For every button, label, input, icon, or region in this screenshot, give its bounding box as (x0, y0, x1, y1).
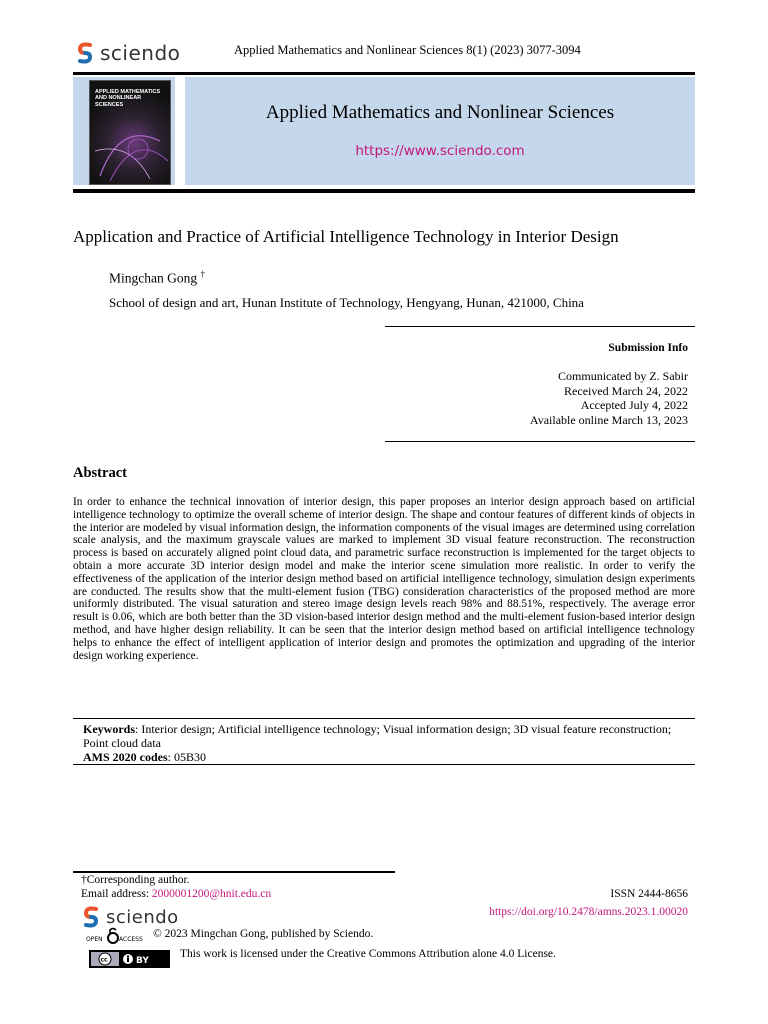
keywords-line (83, 722, 683, 750)
ams-codes-label: AMS 2020 codes (83, 750, 168, 764)
publisher-logo-text: sciendo (100, 41, 181, 65)
submission-info-heading: Submission Info (608, 342, 688, 354)
accepted-date: Accepted July 4, 2022 (580, 398, 688, 412)
copyright: © 2023 Mingchan Gong, published by Sciendo. (153, 928, 374, 940)
paper-title: Application and Practice of Artificial Intelligence Technology in Interior Design (73, 227, 619, 246)
publisher-logo-text: sciendo (106, 906, 179, 928)
cover-art-icon (90, 81, 170, 184)
email-line (81, 888, 271, 900)
journal-name: Applied Mathematics and Nonlinear Sciences (265, 102, 615, 123)
email-label: Email address: (81, 888, 152, 900)
author-name (109, 269, 205, 287)
journal-url-link[interactable]: https://www.sciendo.com (355, 143, 525, 159)
banner-spacer (175, 77, 185, 185)
submission-rule-bottom (385, 441, 695, 442)
received-date: Received March 24, 2022 (564, 383, 688, 398)
abstract-heading: Abstract (73, 465, 127, 481)
author-name-text: Mingchan Gong (109, 270, 198, 286)
cover-title: APPLIED MATHEMATICS AND NONLINEAR SCIENCES (95, 89, 161, 108)
author-mark: † (200, 269, 205, 279)
cc-by-label: BY (136, 956, 149, 966)
journal-cover-image (89, 80, 171, 185)
sciendo-logo-icon (76, 42, 94, 64)
open-access-icon (86, 927, 146, 945)
sciendo-logo-icon (82, 906, 100, 928)
author-affiliation: School of design and art, Hunan Institute of Technology, Hengyang, Hunan, 421000, China (109, 295, 584, 310)
keywords-rule-top (73, 718, 695, 719)
journal-citation: Applied Mathematics and Nonlinear Sciences 8(1) (2023) 3077-3094 (234, 43, 581, 57)
keywords-text: : Interior design; Artificial intelligence technology; Visual information design; 3D visual feature reconstruction; Point cloud data (83, 722, 672, 750)
footnote-rule (73, 871, 395, 873)
doi-link[interactable]: https://doi.org/10.2478/amns.2023.1.00020 (489, 906, 688, 918)
oa-text-access: ACCESS (119, 936, 143, 943)
submission-info (530, 369, 688, 427)
abstract-text: In order to enhance the technical innovation of interior design, this paper proposes an interior design approach based on artificial intelligence technology to optimize the overall scheme of interior design. The shape and contour features of different kinds of objects in the interior are modeled by visual information design, the information components of the visual images are determined using correlation scale analysis, and the maximum grayscale values are marked to implement 3D visual feature reconstruction. The reconstruction process is based on accurately aligned point cloud data, and parametric surface reconstruction is implemented for the target objects to obtain a more accurate 3D interior design model and make the interior scene simulation more realistic. In order to verify the effectiveness of the application of the interior design method based on artificial intelligence technology, simulation design experiments are conducted. The results show that the multi-element fusion (TBG) consideration characteristics of the proposed method are more uniformly distributed. The visual saturation and stereo image design levels reach 98% and 88.51%, respectively. The average error result is 0.06, which are both better than the 3D vision-based interior design method and the multi-element fusion-based interior design method, and have higher design reliability. It can be seen that the interior design method based on artificial intelligence technology helps to enhance the effect of intelligent application of interior design and promotes the optimization and upgrading of the interior design working experience. (73, 496, 695, 662)
ams-codes-text: : 05B30 (167, 750, 207, 764)
communicated-by: Communicated by Z. Sabir (558, 369, 688, 383)
publisher-logo (76, 40, 180, 66)
keywords-block (83, 722, 683, 764)
available-date: Available online March 13, 2023 (529, 412, 688, 427)
license-statement: This work is licensed under the Creative Commons Attribution alone 4.0 License. (180, 948, 556, 960)
keywords-label: Keywords (83, 722, 135, 736)
corresponding-author-note: †Corresponding author. (81, 874, 190, 886)
keywords-rule-bottom (73, 764, 695, 765)
ams-codes-line (83, 750, 683, 764)
issn: ISSN 2444-8656 (610, 888, 688, 900)
publisher-logo-footer (82, 906, 179, 928)
email-link[interactable]: 2000001200@hnit.edu.cn (151, 888, 272, 900)
submission-rule-top (385, 326, 695, 327)
oa-text-open: OPEN (86, 936, 103, 943)
creative-commons-icon (89, 950, 170, 968)
header-rule-bottom (73, 189, 695, 193)
header-rule-top (73, 72, 695, 75)
svg-text:cc: cc (100, 956, 108, 964)
